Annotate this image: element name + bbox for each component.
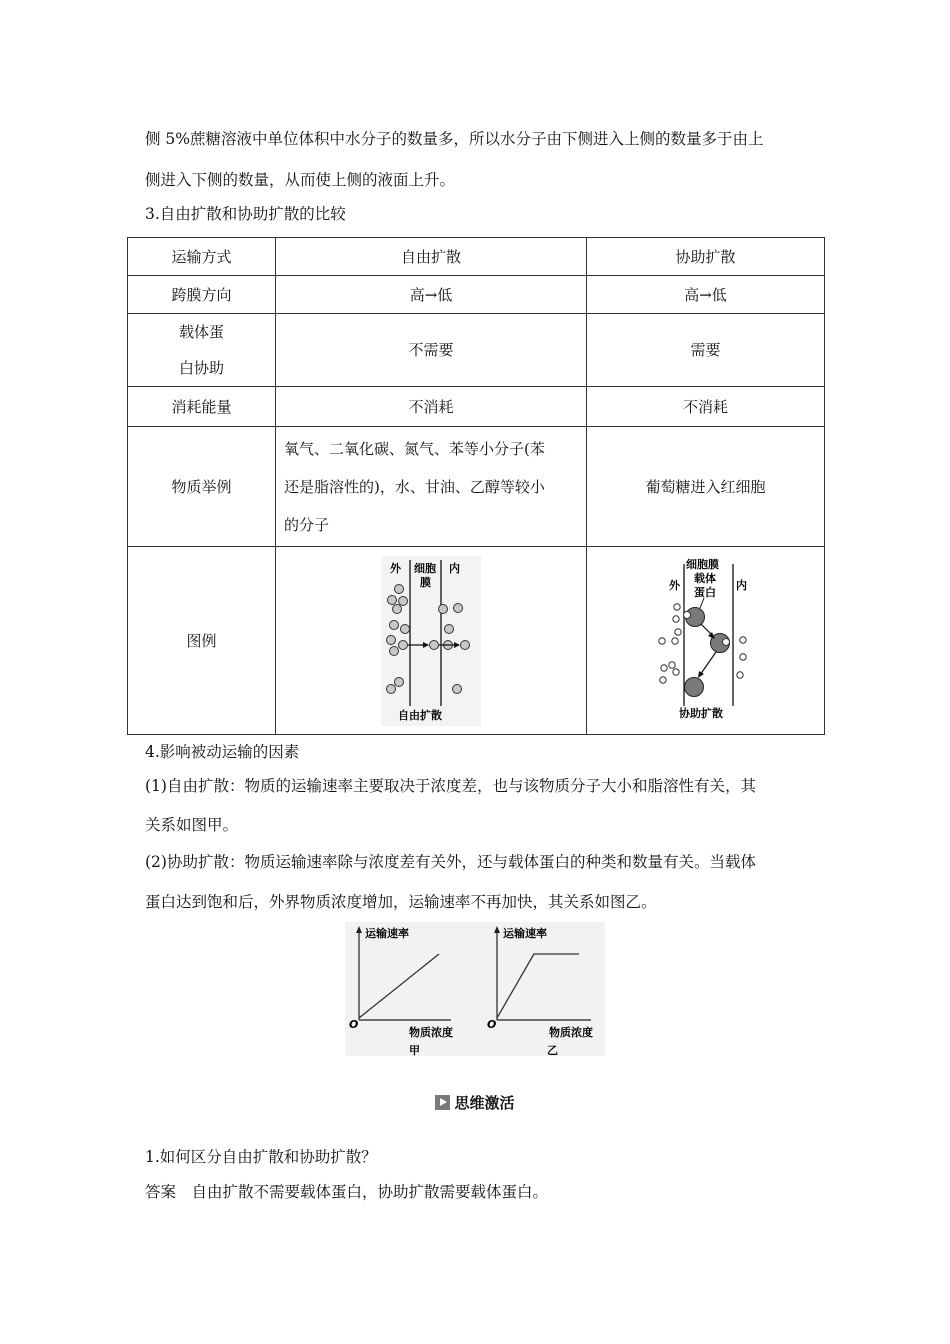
outside-label: 外 (668, 578, 680, 592)
table-row (128, 276, 825, 314)
table-cell: 图例 (128, 547, 276, 735)
table-row (128, 238, 825, 276)
carrier-label: 载体 (693, 571, 716, 585)
table-cell: 不消耗 (276, 387, 587, 427)
think-section-label: 思维激活 (454, 1094, 515, 1112)
table-cell: 葡萄糖进入红细胞 (587, 427, 825, 547)
inside-label: 内 (449, 561, 460, 575)
free-diffusion-diagram (381, 556, 481, 726)
table-cell: 高→低 (276, 276, 587, 314)
origin-label: O (487, 1018, 497, 1031)
question: 1.如何区分自由扩散和协助扩散？ (145, 1148, 377, 1166)
membrane-label: 细胞膜 (685, 557, 719, 571)
table-row (128, 547, 825, 735)
cell-line: 的分子 (284, 515, 330, 534)
table-cell: 跨膜方向 (128, 276, 276, 314)
table-row (128, 314, 825, 387)
facilitated-diffusion-diagram (656, 556, 756, 726)
diagram-caption: 协助扩散 (678, 706, 723, 720)
y-axis-label: 运输速率 (365, 927, 409, 940)
table-cell: 物质举例 (128, 427, 276, 547)
think-section-title (0, 1092, 950, 1113)
diagram-caption: 自由扩散 (398, 708, 442, 722)
table-cell (276, 427, 587, 547)
cell-line: 白协助 (178, 359, 224, 377)
table-row (128, 427, 825, 547)
paragraph-line: 蛋白达到饱和后，外界物质浓度增加，运输速率不再加快，其关系如图乙。 (145, 893, 657, 911)
chart-caption: 甲 (409, 1044, 420, 1056)
membrane-label: 膜 (420, 575, 431, 589)
paragraph-line: (2)协助扩散：物质运输速率除与浓度差有关外，还与载体蛋白的种类和数量有关。当载体 (145, 853, 756, 871)
paragraph-line: 侧 5%蔗糖溶液中单位体积中水分子的数量多，所以水分子由下侧进入上侧的数量多于由上 (145, 130, 764, 148)
table-cell (587, 547, 825, 735)
table-header: 自由扩散 (276, 238, 587, 276)
play-icon (435, 1095, 450, 1110)
carrier-label: 蛋白 (693, 585, 716, 599)
cell-line: 还是脂溶性的)，水、甘油、乙醇等较小 (284, 477, 545, 496)
cell-line: 载体蛋 (178, 323, 224, 341)
outside-label: 外 (390, 561, 401, 575)
table-header: 协助扩散 (587, 238, 825, 276)
table-cell (128, 314, 276, 387)
paragraph-line: 关系如图甲。 (145, 816, 239, 834)
comparison-table (127, 237, 825, 735)
table-row (128, 387, 825, 427)
section-heading: 3.自由扩散和协助扩散的比较 (145, 205, 346, 223)
membrane-label: 细胞 (414, 561, 436, 575)
y-axis-label: 运输速率 (503, 927, 547, 940)
chart-caption: 乙 (547, 1044, 558, 1056)
section-heading: 4.影响被动运输的因素 (145, 743, 300, 761)
rate-charts (345, 922, 605, 1056)
paragraph-line: 侧进入下侧的数量，从而使上侧的液面上升。 (145, 171, 456, 189)
answer-label: 答案 (145, 1183, 177, 1201)
origin-label: O (349, 1018, 359, 1031)
x-axis-label: 物质浓度 (409, 1026, 453, 1039)
table-cell: 需要 (587, 314, 825, 387)
table-cell: 不消耗 (587, 387, 825, 427)
table-cell: 高→低 (587, 276, 825, 314)
table-cell: 不需要 (276, 314, 587, 387)
table-cell (276, 547, 587, 735)
inside-label: 内 (735, 578, 747, 592)
table-header: 运输方式 (128, 238, 276, 276)
answer-text: 自由扩散不需要载体蛋白，协助扩散需要载体蛋白。 (191, 1183, 549, 1201)
x-axis-label: 物质浓度 (549, 1026, 593, 1039)
cell-line: 氧气、二氧化碳、氮气、苯等小分子(苯 (284, 439, 545, 458)
answer-line (145, 1181, 548, 1203)
table-cell: 消耗能量 (128, 387, 276, 427)
paragraph-line: (1)自由扩散：物质的运输速率主要取决于浓度差，也与该物质分子大小和脂溶性有关，其 (145, 777, 756, 795)
